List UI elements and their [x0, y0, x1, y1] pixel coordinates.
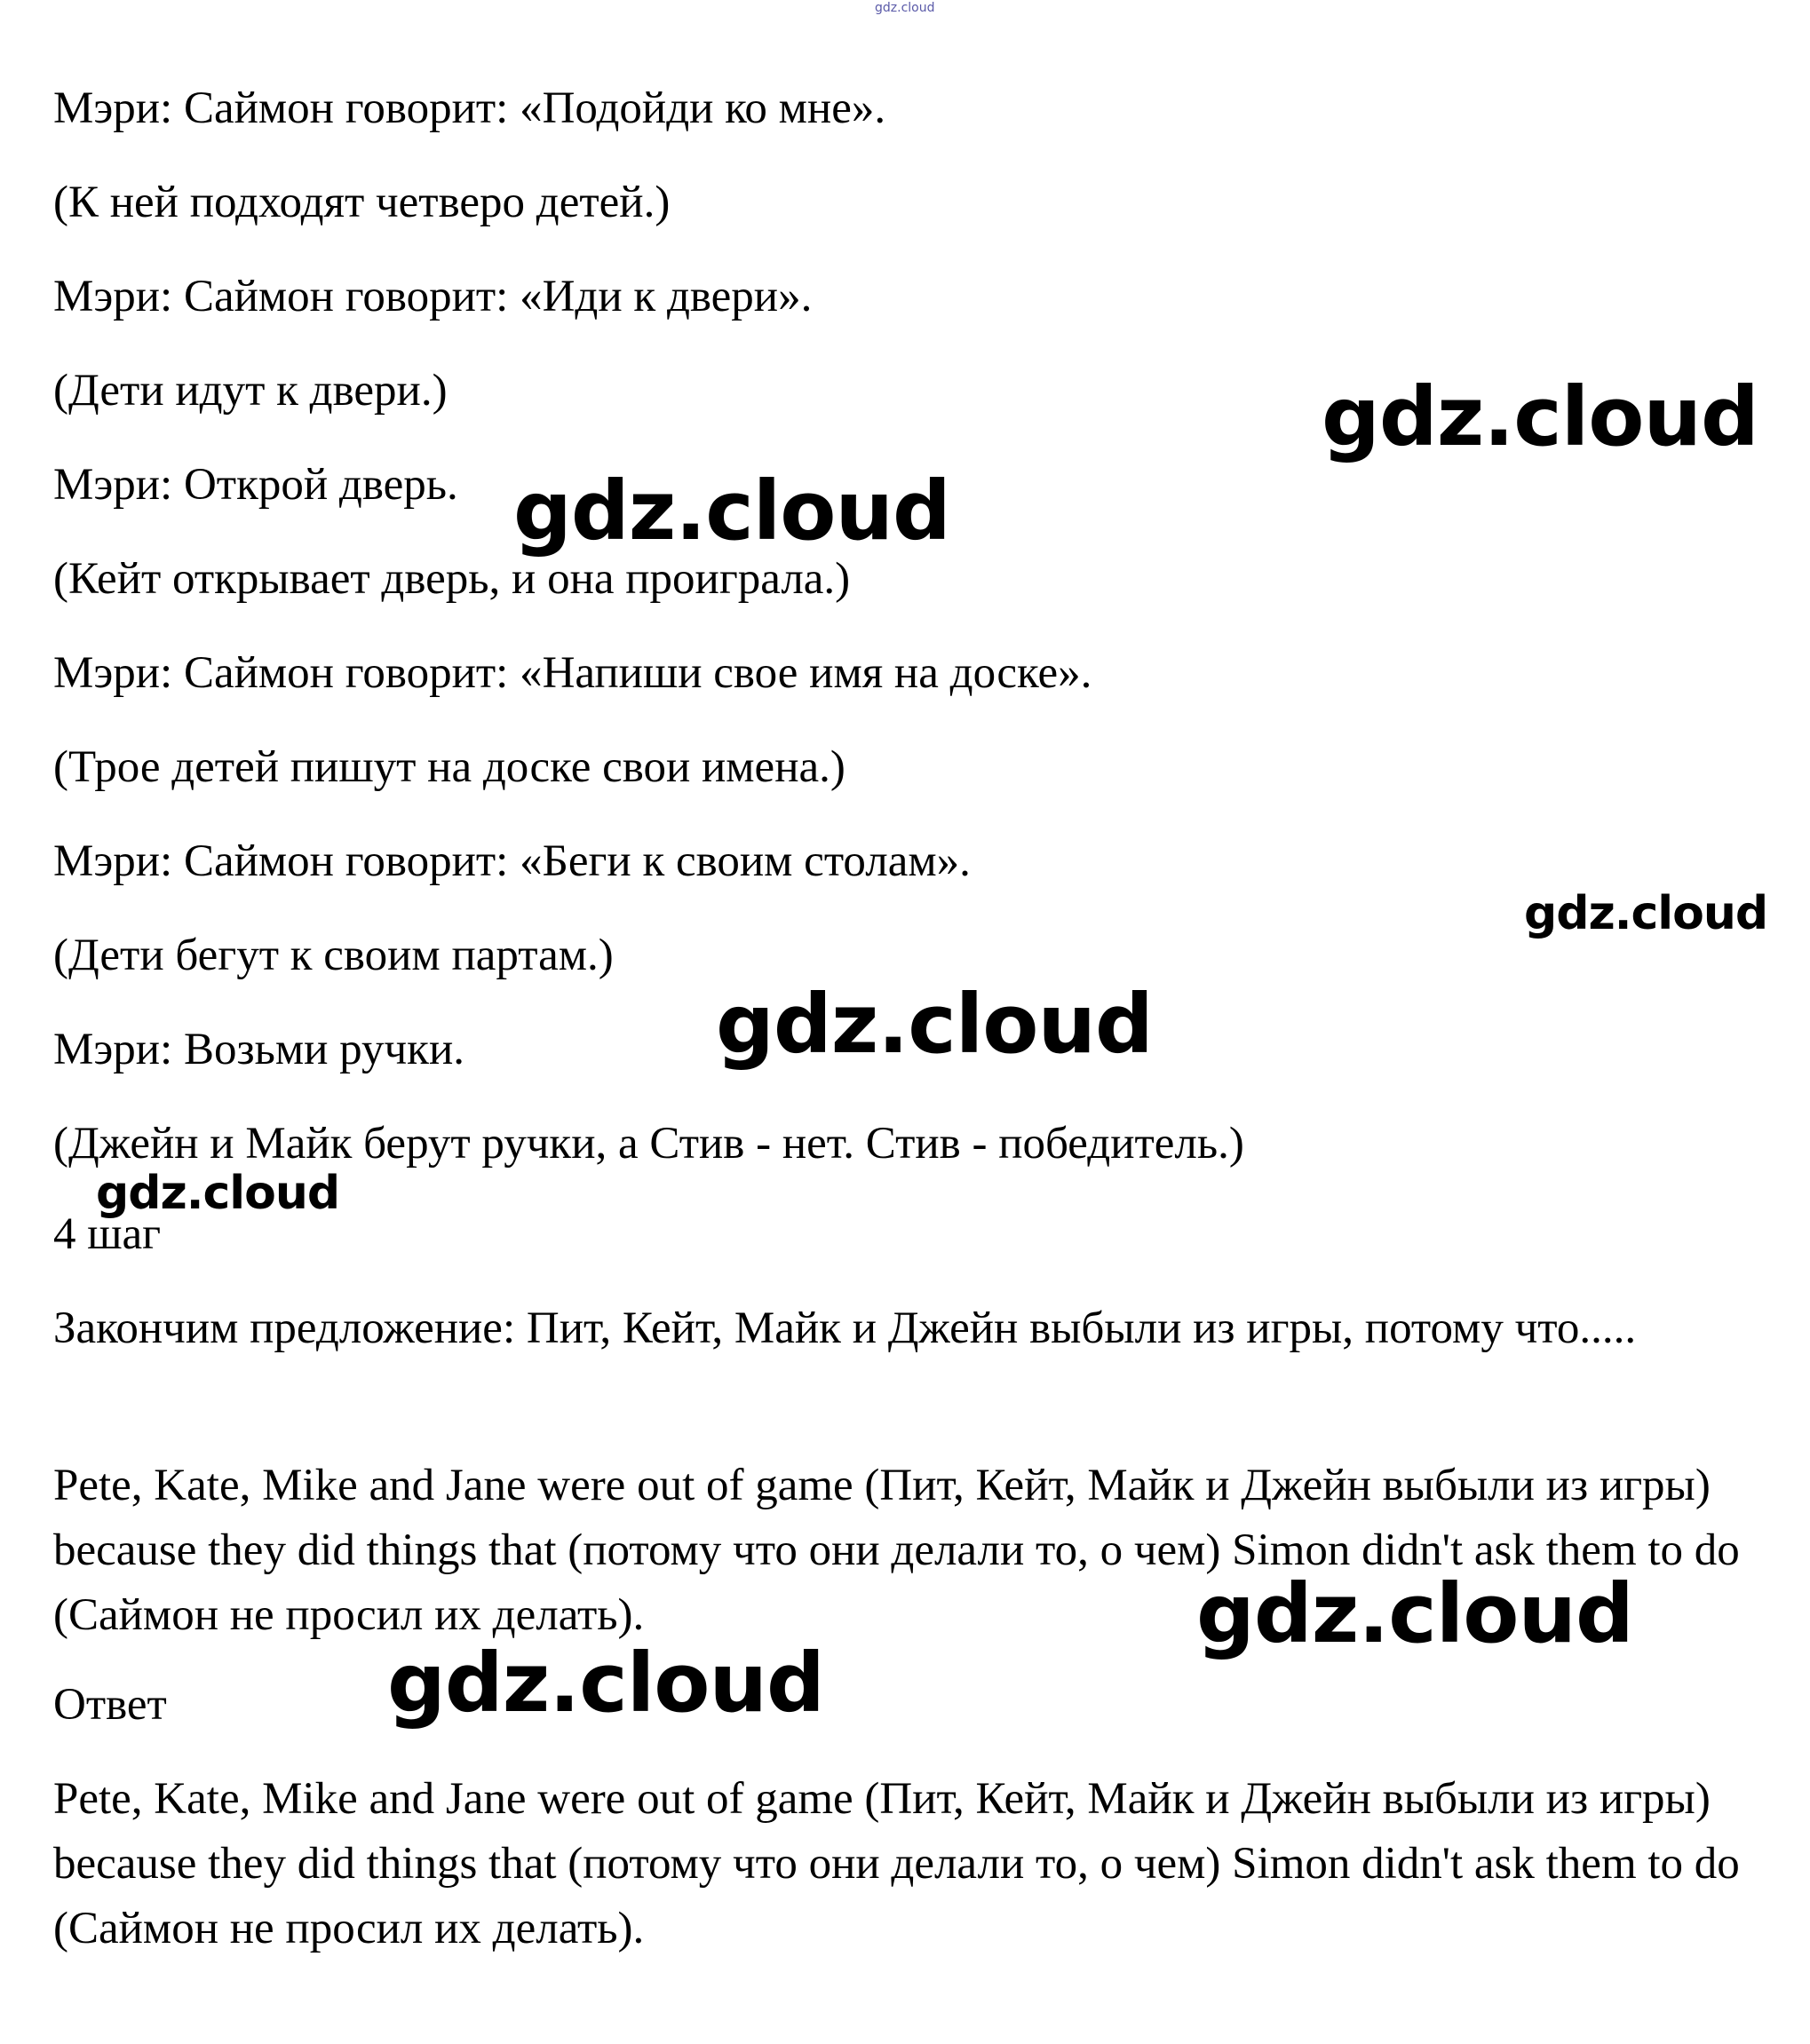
dialogue-line: Мэри: Возьми ручки.	[53, 1025, 464, 1074]
translation-paragraph: Pete, Kate, Mike and Jane were out of game (Пит, Кейт, Майк и Джейн выбыли из игры) because they did things that (потому что они делали то, о чем) Simon didn't ask them to do (Саймон не просил их делать).	[53, 1461, 1740, 1640]
watermark-logo: gdz.cloud	[1524, 887, 1768, 940]
answer-label: Ответ	[53, 1680, 167, 1730]
header-watermark: gdz.cloud	[875, 1, 935, 15]
step-label: 4 шаг	[53, 1209, 162, 1259]
stage-direction-line: (Трое детей пишут на доске свои имена.)	[53, 742, 845, 792]
stage-direction-line: (Джейн и Майк берут ручки, а Стив - нет. Стив - победитель.)	[53, 1119, 1244, 1169]
watermark-logo: gdz.cloud	[96, 1167, 340, 1220]
answer-paragraph: Pete, Kate, Mike and Jane were out of game (Пит, Кейт, Майк и Джейн выбыли из игры) because they did things that (потому что они делали то, о чем) Simon didn't ask them to do (Саймон не просил их делать).	[53, 1774, 1740, 1953]
dialogue-line: Мэри: Саймон говорит: «Беги к своим столам».	[53, 836, 971, 886]
watermark-logo: gdz.cloud	[387, 1636, 824, 1731]
watermark-logo: gdz.cloud	[513, 463, 950, 559]
stage-direction-line: (Дети идут к двери.)	[53, 366, 448, 416]
watermark-logo: gdz.cloud	[716, 977, 1153, 1072]
stage-direction-line: (Дети бегут к своим партам.)	[53, 931, 614, 980]
dialogue-line: Мэри: Саймон говорит: «Иди к двери».	[53, 272, 813, 321]
watermark-logo: gdz.cloud	[1322, 369, 1758, 464]
stage-direction-line: (Кейт открывает дверь, и она проиграла.)	[53, 554, 851, 604]
watermark-logo: gdz.cloud	[1196, 1566, 1633, 1661]
task-sentence: Закончим предложение: Пит, Кейт, Майк и Джейн выбыли из игры, потому что.....	[53, 1303, 1637, 1353]
stage-direction-line: (К ней подходят четверо детей.)	[53, 178, 671, 227]
dialogue-line: Мэри: Саймон говорит: «Напиши свое имя на доске».	[53, 648, 1092, 698]
dialogue-line: Мэри: Саймон говорит: «Подойди ко мне».	[53, 83, 886, 133]
dialogue-line: Мэри: Открой дверь.	[53, 460, 458, 510]
